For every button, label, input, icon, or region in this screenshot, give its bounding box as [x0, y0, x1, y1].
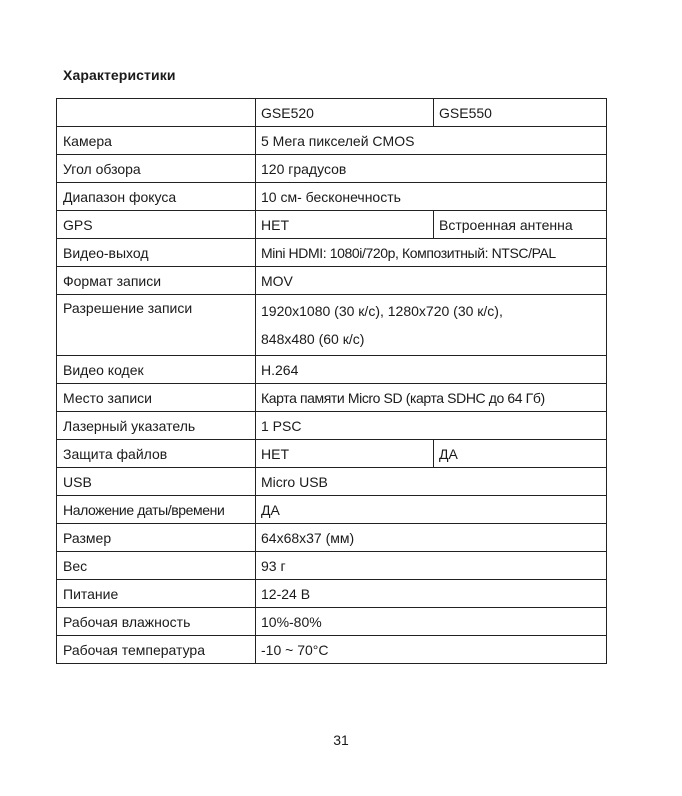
- table-row-video-out: [57, 239, 607, 267]
- row-value: -10 ~ 70°C: [256, 636, 607, 664]
- row-value: 12-24 В: [256, 580, 607, 608]
- row-value-model-a: НЕТ: [256, 211, 434, 239]
- row-value: 5 Мега пикселей CMOS: [256, 127, 607, 155]
- row-value: [256, 295, 607, 356]
- table-row-size: [57, 524, 607, 552]
- row-label: Защита файлов: [57, 440, 256, 468]
- table-row-file-protection: [57, 440, 607, 468]
- row-label: Видео-выход: [57, 239, 256, 267]
- row-label: Рабочая влажность: [57, 608, 256, 636]
- table-row-usb: [57, 468, 607, 496]
- table-row-record-format: [57, 267, 607, 295]
- header-model-b: GSE550: [434, 99, 607, 127]
- table-row-temperature: [57, 636, 607, 664]
- row-value: MOV: [256, 267, 607, 295]
- table-row-storage: [57, 384, 607, 412]
- row-label: Разрешение записи: [57, 295, 256, 356]
- row-label: Камера: [57, 127, 256, 155]
- row-value: Mini HDMI: 1080i/720p, Композитный: NTSC/PAL: [256, 239, 607, 267]
- table-row-focus-range: [57, 183, 607, 211]
- table-row-power: [57, 580, 607, 608]
- row-value: Карта памяти Micro SD (карта SDHC до 64 Гб): [256, 384, 607, 412]
- row-value-line-1: 1920x1080 (30 к/с), 1280x720 (30 к/с),: [261, 303, 503, 319]
- row-label: Лазерный указатель: [57, 412, 256, 440]
- row-label: Наложение даты/времени: [57, 496, 256, 524]
- row-value: Micro USB: [256, 468, 607, 496]
- table-row-video-codec: [57, 356, 607, 384]
- row-label: Видео кодек: [57, 356, 256, 384]
- row-label: Угол обзора: [57, 155, 256, 183]
- header-row: [57, 99, 607, 127]
- spec-table: [56, 98, 607, 664]
- row-label: Вес: [57, 552, 256, 580]
- row-label: GPS: [57, 211, 256, 239]
- page-title: Характеристики: [63, 67, 176, 83]
- table-row-laser: [57, 412, 607, 440]
- row-value: H.264: [256, 356, 607, 384]
- row-value-line-2: 848x480 (60 к/с): [261, 331, 365, 347]
- row-value: 120 градусов: [256, 155, 607, 183]
- table-row-datetime-overlay: [57, 496, 607, 524]
- row-value: 64x68x37 (мм): [256, 524, 607, 552]
- header-empty-cell: [57, 99, 256, 127]
- page-number: 31: [333, 732, 349, 748]
- table-row-resolution: [57, 295, 607, 356]
- table-row-camera: [57, 127, 607, 155]
- table-row-weight: [57, 552, 607, 580]
- row-value: 10 см- бесконечность: [256, 183, 607, 211]
- row-label: Диапазон фокуса: [57, 183, 256, 211]
- row-value: 93 г: [256, 552, 607, 580]
- row-value-model-a: НЕТ: [256, 440, 434, 468]
- row-value: 10%-80%: [256, 608, 607, 636]
- row-label: Рабочая температура: [57, 636, 256, 664]
- row-value: 1 PSC: [256, 412, 607, 440]
- row-label: Размер: [57, 524, 256, 552]
- table-row-viewing-angle: [57, 155, 607, 183]
- header-model-a: GSE520: [256, 99, 434, 127]
- row-label: Формат записи: [57, 267, 256, 295]
- row-value: ДА: [256, 496, 607, 524]
- table-row-humidity: [57, 608, 607, 636]
- row-label: Место записи: [57, 384, 256, 412]
- row-label: Питание: [57, 580, 256, 608]
- table-row-gps: [57, 211, 607, 239]
- row-label: USB: [57, 468, 256, 496]
- row-value-model-b: Встроенная антенна: [434, 211, 607, 239]
- row-value-model-b: ДА: [434, 440, 607, 468]
